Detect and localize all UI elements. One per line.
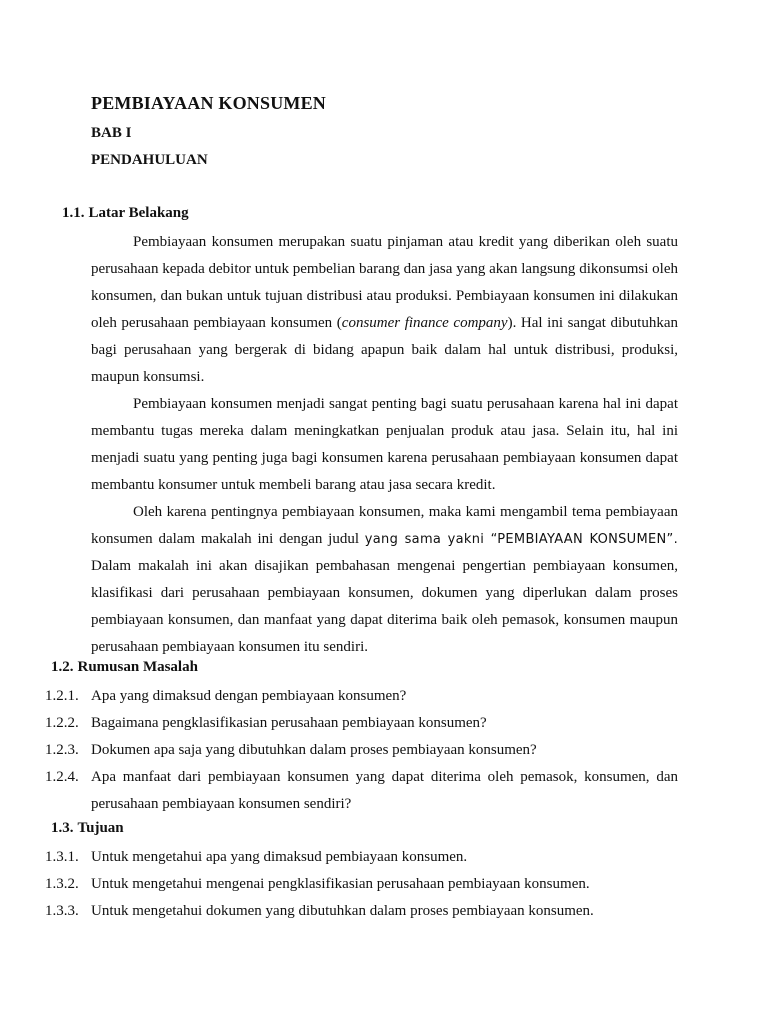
objectives-list	[45, 844, 678, 925]
list-item	[45, 764, 678, 818]
document-title: PEMBIAYAAN KONSUMEN	[91, 93, 326, 113]
section-title: Tujuan	[77, 820, 124, 836]
list-item-number: 1.3.3.	[45, 903, 79, 919]
section-number: 1.3.	[51, 820, 74, 836]
background-body	[91, 229, 678, 661]
problems-list	[45, 683, 678, 818]
paragraph-text: Oleh karena pentingnya pembiayaan konsumen, maka kami mengambil tema pembiayaan konsumen dalam makalah ini dengan judul	[91, 504, 678, 547]
chapter-title: PENDAHULUAN	[91, 152, 208, 168]
list-item-text: Bagaimana pengklasifikasian perusahaan pembiayaan konsumen?	[91, 715, 487, 731]
section-heading-problems	[51, 659, 198, 676]
list-item-text: Dokumen apa saja yang dibutuhkan dalam proses pembiayaan konsumen?	[91, 742, 537, 758]
list-item-text: Apa yang dimaksud dengan pembiayaan konsumen?	[91, 688, 407, 704]
list-item-text: Untuk mengetahui apa yang dimaksud pembiayaan konsumen.	[91, 849, 468, 865]
section-heading-objectives	[51, 820, 124, 837]
list-item-text: Untuk mengetahui mengenai pengklasifikasian perusahaan pembiayaan konsumen.	[91, 876, 590, 892]
section-title: Latar Belakang	[88, 205, 189, 221]
list-item	[45, 737, 678, 764]
list-item	[45, 898, 678, 925]
list-item	[45, 710, 678, 737]
list-item-number: 1.2.2.	[45, 715, 79, 731]
section-number: 1.2.	[51, 659, 74, 675]
paragraph	[91, 499, 678, 661]
list-item	[45, 844, 678, 871]
list-item-text: Apa manfaat dari pembiayaan konsumen yang dapat diterima oleh pemasok, konsumen, dan perusahaan pembiayaan konsumen sendiri?	[91, 769, 678, 812]
section-number: 1.1.	[62, 205, 85, 221]
paragraph-text: Pembiayaan konsumen merupakan suatu pinjaman atau kredit yang diberikan oleh suatu perusahaan kepada debitor untuk pembelian barang dan jasa yang akan langsung dikonsumsi oleh konsumen, dan bukan untuk tujuan distribusi atau produksi. Pembiayaan konsumen ini dilakukan oleh perusahaan pembiayaan konsumen (	[91, 234, 678, 331]
paragraph: Pembiayaan konsumen menjadi sangat penting bagi suatu perusahaan karena hal ini dapat membantu tugas mereka dalam meningkatkan penjualan produk atau jasa. Selain itu, hal ini menjadi suatu yang penting juga bagi konsumen karena perusahaan pembiayaan konsumen dapat membantu konsumer untuk membeli barang atau jasa secara kredit.	[91, 396, 678, 493]
paragraph-text-mono: yang sama yakni “PEMBIAYAAN KONSUMEN”.	[364, 532, 679, 547]
chapter-label: BAB I	[91, 125, 132, 141]
list-item-text: Untuk mengetahui dokumen yang dibutuhkan dalam proses pembiayaan konsumen.	[91, 903, 594, 919]
section-heading-background	[62, 205, 189, 222]
section-title: Rumusan Masalah	[77, 659, 198, 675]
italic-term: consumer finance company	[341, 315, 508, 331]
list-item-number: 1.2.3.	[45, 742, 79, 758]
paragraph-text: ). Hal ini sangat dibutuhkan bagi perusahaan yang bergerak di bidang apapun baik dalam hal untuk distribusi, produksi, maupun konsumsi.	[91, 315, 679, 385]
list-item	[45, 871, 678, 898]
list-item	[45, 683, 678, 710]
paragraph	[91, 229, 678, 391]
paragraph-text: Dalam makalah ini akan disajikan pembahasan mengenai pengertian pembiayaan konsumen, klasifikasi dari perusahaan pembiayaan konsumen, dokumen yang diperlukan dalam proses pembiayaan konsumen, dan manfaat yang dapat diterima baik oleh pemasok, konsumen maupun perusahaan pembiayaan konsumen itu sendiri.	[91, 558, 678, 655]
list-item-number: 1.3.2.	[45, 876, 79, 892]
list-item-number: 1.2.1.	[45, 688, 79, 704]
list-item-number: 1.3.1.	[45, 849, 79, 865]
list-item-number: 1.2.4.	[45, 769, 79, 785]
